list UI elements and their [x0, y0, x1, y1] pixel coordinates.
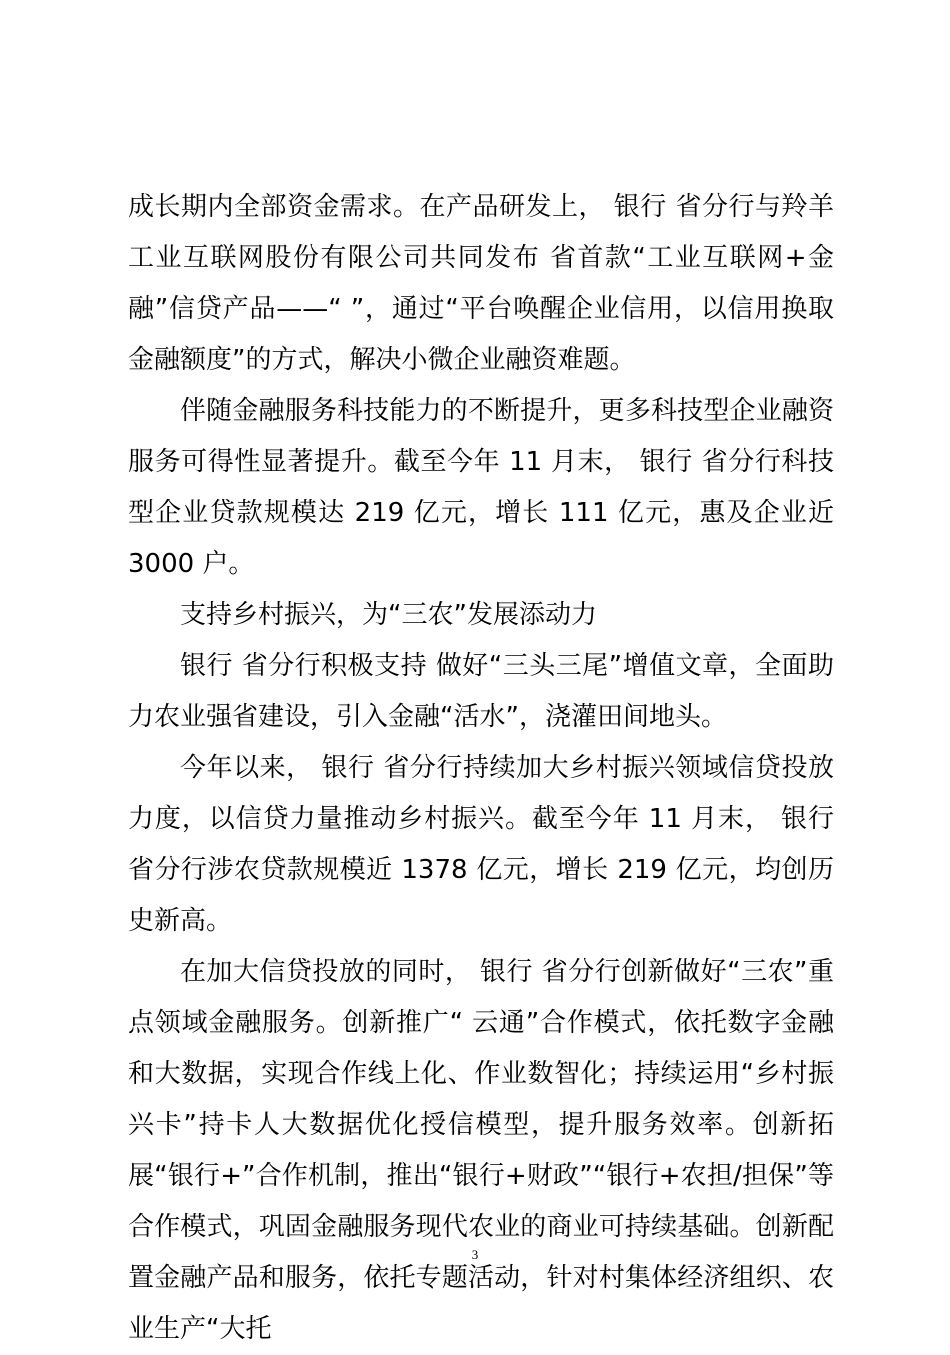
document-body — [128, 182, 834, 1355]
page-number: 3 — [471, 1247, 479, 1262]
section-heading: 支持乡村振兴，为“三农”发展添动力 — [180, 600, 597, 630]
paragraph-5: 在加大信贷投放的同时， 银行 省分行创新做好“三农”重点领域金融服务。创新推广“ 云通”合作模式，依托数字金融和大数据，实现合作线上化、作业数智化；持续运用“乡村振兴卡”持卡人大数据优化授信模型，提升服务效率。创新拓展“银行+”合作机制，推出“银行+财政”“银行+农担/担保”等合作模式，巩固金融服务现代农业的商业可持续基础。创新配置金融产品和服务，依托专题活动，针对村集体经济组织、农业生产“大托 — [128, 957, 834, 1344]
paragraph-3: 银行 省分行积极支持 做好“三头三尾”增值文章，全面助力农业强省建设，引入金融“活水”，浇灌田间地头。 — [128, 651, 834, 732]
paragraph-4: 今年以来， 银行 省分行持续加大乡村振兴领域信贷投放力度，以信贷力量推动乡村振兴。截至今年 11 月末， 银行 省分行涉农贷款规模近 1378 亿元，增长 219 亿元，均创历史新高。 — [128, 753, 834, 936]
paragraph-1: 成长期内全部资金需求。在产品研发上， 银行 省分行与羚羊工业互联网股份有限公司共同发布 省首款“工业互联网+金融”信贷产品——“ ”，通过“平台唤醒企业信用，以信用换取金融额度”的方式，解决小微企业融资难题。 — [128, 192, 834, 375]
paragraph-2: 伴随金融服务科技能力的不断提升，更多科技型企业融资服务可得性显著提升。截至今年 11 月末， 银行 省分行科技型企业贷款规模达 219 亿元，增长 111 亿元，惠及企业近 3000 户。 — [128, 396, 834, 579]
